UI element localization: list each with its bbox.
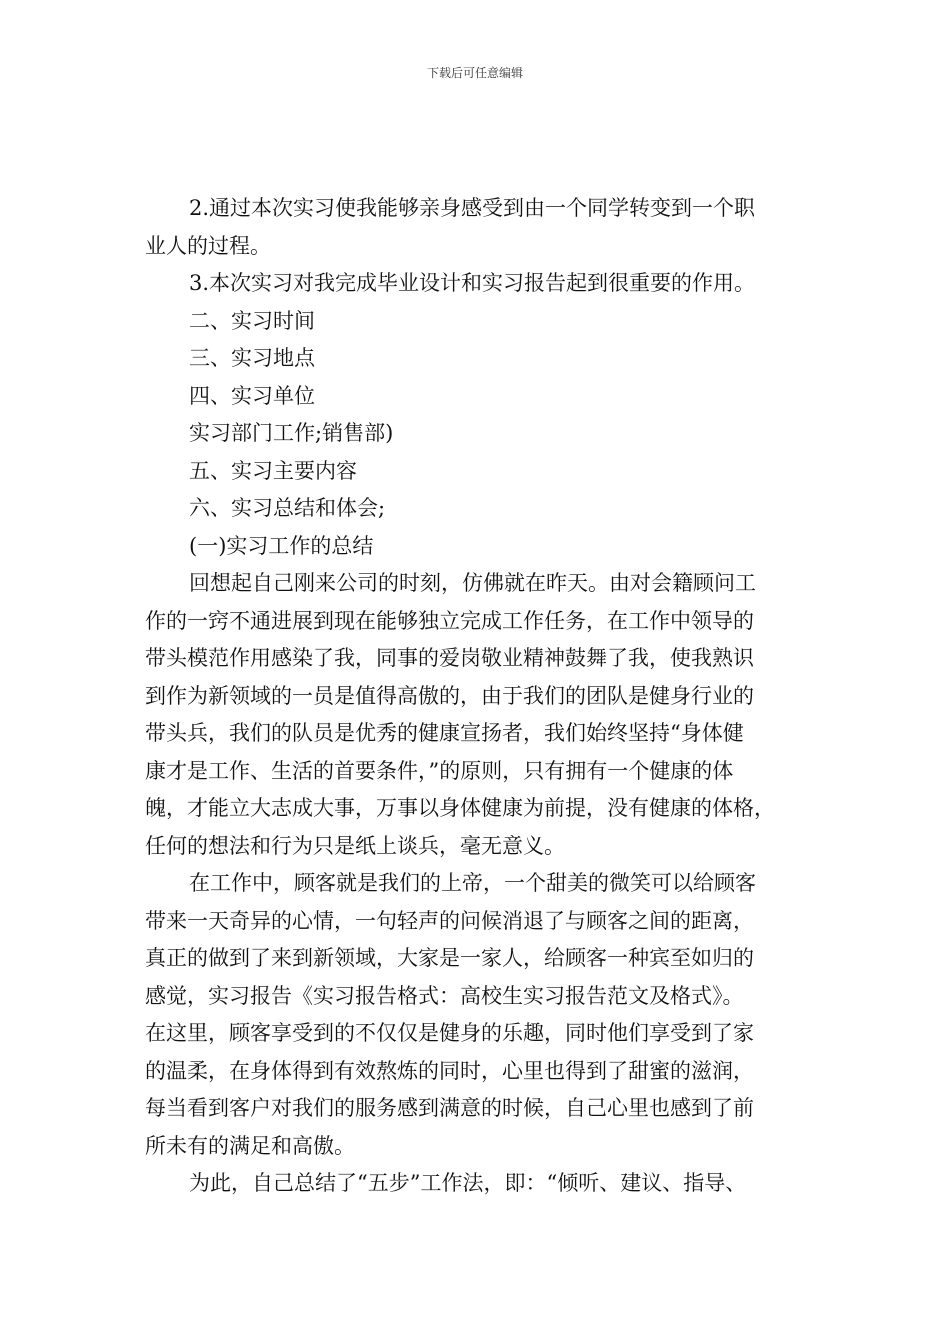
- text-line: 带头兵，我们的队员是优秀的健康宣扬者，我们始终坚持“身体健: [145, 721, 744, 745]
- text-line: 3.本次实习对我完成毕业设计和实习报告起到很重要的作用。: [189, 271, 756, 295]
- document-body: [145, 190, 825, 1203]
- section-heading: 六、实习总结和体会;: [189, 496, 386, 520]
- page-header-note: 下载后可任意编辑: [426, 66, 523, 80]
- text-line: 为此，自己总结了“五步”工作法，即：“倾听、建议、指导、: [189, 1171, 747, 1195]
- text-line: 2.通过本次实习使我能够亲身感受到由一个同学转变到一个职: [189, 196, 756, 220]
- text-line: 作的一窍不通进展到现在能够独立完成工作任务，在工作中领导的: [145, 608, 754, 633]
- text-line: 带来一天奇异的心情，一句轻声的问候消退了与顾客之间的距离，: [145, 908, 754, 933]
- text-line: 在这里，顾客享受到的不仅仅是健身的乐趣，同时他们享受到了家: [145, 1021, 754, 1045]
- text-line: 魄，才能立大志成大事，万事以身体健康为前提，没有健康的体格，: [145, 796, 775, 820]
- text-line: 康才是工作、生活的首要条件，”的原则，只有拥有一个健康的体: [145, 758, 734, 783]
- text-line: 的温柔，在身体得到有效熬炼的同时，心里也得到了甜蜜的滋润，: [145, 1058, 754, 1083]
- text-line: 在工作中，顾客就是我们的上帝，一个甜美的微笑可以给顾客: [189, 871, 756, 895]
- text-line: 所未有的满足和高傲。: [145, 1133, 355, 1158]
- subsection-heading: (一)实习工作的总结: [189, 533, 374, 558]
- section-heading: 二、实习时间: [189, 308, 315, 333]
- text-line: 实习部门工作;销售部): [189, 421, 394, 445]
- text-line: 业人的过程。: [145, 233, 271, 258]
- section-heading: 四、实习单位: [189, 383, 315, 408]
- section-heading: 五、实习主要内容: [189, 458, 357, 483]
- text-line: 感觉，实习报告《实习报告格式：高校生实习报告范文及格式》。: [145, 983, 744, 1008]
- text-line: 任何的想法和行为只是纸上谈兵，毫无意义。: [145, 833, 565, 858]
- text-line: 回想起自己刚来公司的时刻，仿佛就在昨天。由对会籍顾问工: [189, 571, 756, 595]
- text-line: 真正的做到了来到新领域，大家是一家人，给顾客一种宾至如归的: [145, 946, 754, 970]
- text-line: 带头模范作用感染了我，同事的爱岗敬业精神鼓舞了我，使我熟识: [145, 646, 754, 670]
- section-heading: 三、实习地点: [189, 346, 315, 370]
- text-line: 到作为新领域的一员是值得高傲的，由于我们的团队是健身行业的: [145, 683, 754, 708]
- text-line: 每当看到客户对我们的服务感到满意的时候，自己心里也感到了前: [145, 1096, 754, 1120]
